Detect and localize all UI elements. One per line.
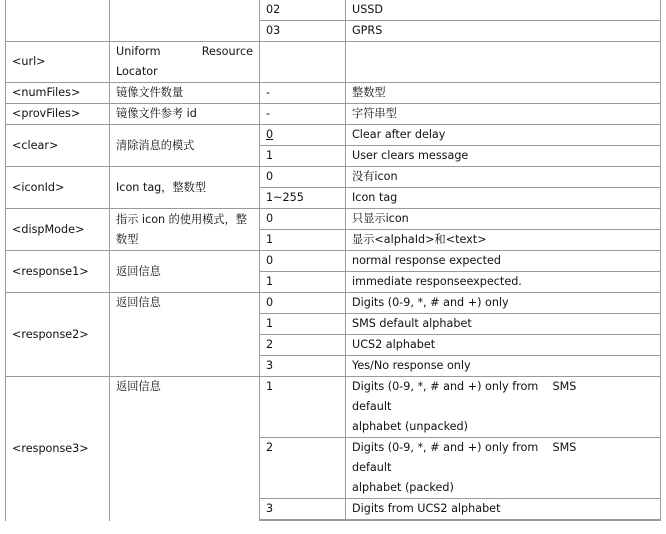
param-cell: <clear> <box>6 125 110 167</box>
desc-cell <box>110 42 260 83</box>
value-cell: Digits from UCS2 alphabet <box>346 499 661 520</box>
code-cell: 1 <box>260 314 346 335</box>
param-cell: <dispMode> <box>6 209 110 251</box>
value-line: default <box>352 461 392 474</box>
desc-cell: 返回信息 <box>110 251 260 293</box>
table-row <box>6 293 661 314</box>
code-cell: 0 <box>260 251 346 272</box>
table-row <box>6 83 661 104</box>
value-cell: Icon tag <box>346 188 661 209</box>
code-cell: 0 <box>260 209 346 230</box>
code-cell: 1 <box>260 272 346 293</box>
code-cell: 03 <box>260 21 346 42</box>
value-cell <box>346 438 661 499</box>
code-cell: 0 <box>260 167 346 188</box>
desc-cell: Icon tag，整数型 <box>110 167 260 209</box>
table-row <box>6 104 661 125</box>
param-cell <box>6 0 110 42</box>
table-row <box>6 125 661 146</box>
code-cell: 1~255 <box>260 188 346 209</box>
table-row <box>6 209 661 230</box>
value-cell: 字符串型 <box>346 104 661 125</box>
value-cell <box>346 520 661 521</box>
code-cell: 02 <box>260 0 346 21</box>
value-cell: 只显示icon <box>346 209 661 230</box>
value-cell: 没有icon <box>346 167 661 188</box>
code-cell <box>260 520 346 521</box>
table-row <box>6 0 661 21</box>
value-line: Digits (0-9, *, # and +) only from SMS <box>352 380 577 393</box>
value-cell: Clear after delay <box>346 125 661 146</box>
desc-cell: 返回信息 <box>110 377 260 521</box>
desc-justified-line <box>116 42 253 62</box>
value-cell: USSD <box>346 0 661 21</box>
desc-cell: 指示 icon 的使用模式，整数型 <box>110 209 260 251</box>
desc-cell <box>110 0 260 42</box>
param-cell: <numFiles> <box>6 83 110 104</box>
value-line: alphabet (unpacked) <box>352 420 469 433</box>
param-cell: <response3> <box>6 377 110 521</box>
code-cell: 0 <box>260 125 346 146</box>
param-cell: <url> <box>6 42 110 83</box>
code-cell: 0 <box>260 293 346 314</box>
value-cell <box>346 377 661 438</box>
param-cell: <response1> <box>6 251 110 293</box>
code-cell: 2 <box>260 438 346 499</box>
code-cell: 3 <box>260 499 346 520</box>
value-cell: User clears message <box>346 146 661 167</box>
value-cell: UCS2 alphabet <box>346 335 661 356</box>
desc-cell: 镜像文件参考 id <box>110 104 260 125</box>
value-cell: normal response expected <box>346 251 661 272</box>
desc-word: Resource <box>201 45 253 58</box>
desc-cell: 清除消息的模式 <box>110 125 260 167</box>
table-row <box>6 251 661 272</box>
code-cell: - <box>260 83 346 104</box>
param-cell: <response2> <box>6 293 110 377</box>
value-cell: 整数型 <box>346 83 661 104</box>
param-cell: <provFiles> <box>6 104 110 125</box>
code-cell: 1 <box>260 230 346 251</box>
value-line: Digits (0-9, *, # and +) only from SMS <box>352 441 577 454</box>
desc-cell: 返回信息 <box>110 293 260 377</box>
value-line: alphabet (packed) <box>352 481 454 494</box>
value-cell <box>346 42 661 83</box>
code-cell: - <box>260 104 346 125</box>
value-cell: Digits (0-9, *, # and +) only <box>346 293 661 314</box>
code-cell: 3 <box>260 356 346 377</box>
value-cell: SMS default alphabet <box>346 314 661 335</box>
table-row <box>6 377 661 438</box>
table-row <box>6 167 661 188</box>
code-cell <box>260 42 346 83</box>
param-cell: <iconId> <box>6 167 110 209</box>
code-cell: 1 <box>260 377 346 438</box>
table-row <box>6 42 661 83</box>
value-cell: GPRS <box>346 21 661 42</box>
desc-line: Locator <box>116 65 158 78</box>
desc-word: Uniform <box>116 45 161 58</box>
value-line: default <box>352 400 392 413</box>
value-cell: 显示<alphaId>和<text> <box>346 230 661 251</box>
value-cell: immediate responseexpected. <box>346 272 661 293</box>
code-cell: 2 <box>260 335 346 356</box>
code-cell: 1 <box>260 146 346 167</box>
parameter-table <box>5 0 661 521</box>
value-cell: Yes/No response only <box>346 356 661 377</box>
desc-cell: 镜像文件数量 <box>110 83 260 104</box>
